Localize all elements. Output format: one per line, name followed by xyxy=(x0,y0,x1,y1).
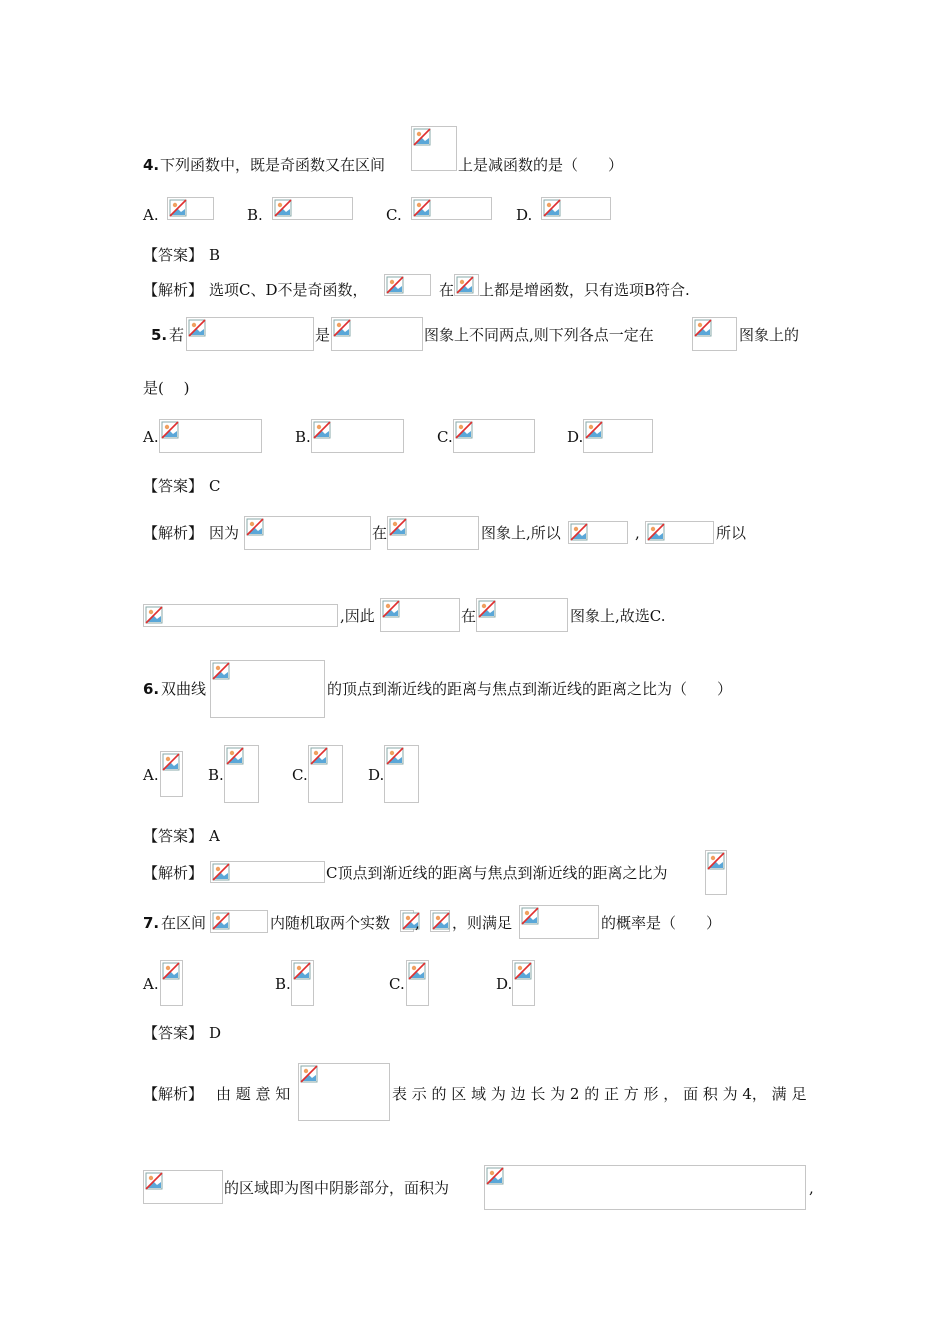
formula-image xyxy=(210,660,325,718)
formula-image xyxy=(210,910,268,933)
broken-image-icon xyxy=(212,912,230,930)
broken-image-icon xyxy=(145,1172,163,1190)
q5-option-d-image xyxy=(583,419,653,453)
q5-option-c-label: C. xyxy=(437,428,453,446)
q6-option-a-image xyxy=(160,751,183,797)
q7-answer-label: 【答案】 xyxy=(143,1024,204,1042)
formula-image xyxy=(692,317,737,351)
q5-answer-value: C xyxy=(209,477,221,495)
broken-image-icon xyxy=(521,907,539,925)
q6-option-b-label: B. xyxy=(208,766,224,784)
broken-image-icon xyxy=(169,199,187,217)
q5-stem-text: 是 xyxy=(315,326,331,344)
broken-image-icon xyxy=(386,747,404,765)
q5-analysis-text: ,因此 xyxy=(340,607,375,625)
q7-option-b-image xyxy=(291,960,314,1006)
q4-analysis-text: 选项C、D不是奇函数， xyxy=(209,281,368,299)
formula-image xyxy=(568,521,628,544)
q4-option-d-label: D. xyxy=(516,206,533,224)
q4-answer-value: B xyxy=(209,246,221,264)
formula-image xyxy=(476,598,568,632)
q5-analysis-text: 因为 xyxy=(209,524,240,542)
broken-image-icon xyxy=(456,276,474,294)
q6-option-a-label: A. xyxy=(143,766,159,784)
broken-image-icon xyxy=(162,753,180,771)
q6-option-c-label: C. xyxy=(292,766,308,784)
q4-number: 4. xyxy=(143,156,160,174)
q4-analysis-text: 上都是增函数，只有选项B符合. xyxy=(479,281,690,299)
q6-stem-text: 的顶点到渐近线的距离与焦点到渐近线的距离之比为（ ） xyxy=(327,680,733,698)
q5-option-d-label: D. xyxy=(567,428,584,446)
q5-stem-text: 若 xyxy=(169,326,185,344)
broken-image-icon xyxy=(413,128,431,146)
formula-image xyxy=(484,1165,806,1210)
q5-analysis-text: , xyxy=(635,524,640,542)
q4-stem-text: 上是减函数的是（ ） xyxy=(458,156,624,174)
q5-option-a-image xyxy=(159,419,262,453)
broken-image-icon xyxy=(226,747,244,765)
q4-option-c-image xyxy=(411,197,492,220)
broken-image-icon xyxy=(514,962,532,980)
broken-image-icon xyxy=(432,912,450,930)
q7-option-c-image xyxy=(406,960,429,1006)
q5-stem-text: 是( ) xyxy=(143,379,190,397)
broken-image-icon xyxy=(413,199,431,217)
broken-image-icon xyxy=(707,852,725,870)
q7-answer-value: D xyxy=(209,1024,222,1042)
q7-option-d-image xyxy=(512,960,535,1006)
formula-image xyxy=(244,516,371,550)
q5-analysis-label: 【解析】 xyxy=(143,524,204,542)
broken-image-icon xyxy=(274,199,292,217)
formula-image xyxy=(411,126,457,171)
q6-analysis-label: 【解析】 xyxy=(143,864,204,882)
q5-analysis-text: 在 xyxy=(372,524,388,542)
broken-image-icon xyxy=(212,662,230,680)
broken-image-icon xyxy=(694,319,712,337)
q4-analysis-text: 在 xyxy=(439,281,455,299)
q5-stem-text: 图象上的 xyxy=(739,326,800,344)
q5-analysis-text: 所以 xyxy=(716,524,747,542)
q6-answer-value: A xyxy=(209,827,220,845)
q7-analysis-text: , xyxy=(809,1179,814,1197)
q5-option-c-image xyxy=(453,419,535,453)
q4-stem-text: 下列函数中，既是奇函数又在区间 xyxy=(160,156,386,174)
q5-number: 5. xyxy=(151,326,168,344)
q4-option-d-image xyxy=(541,197,611,220)
broken-image-icon xyxy=(389,518,407,536)
q7-stem-text: 内随机取两个实数 xyxy=(270,914,391,932)
formula-image xyxy=(387,516,479,550)
formula-image xyxy=(380,598,460,632)
q4-analysis-label: 【解析】 xyxy=(143,281,204,299)
formula-image xyxy=(645,521,714,544)
q4-option-b-label: B. xyxy=(247,206,263,224)
broken-image-icon xyxy=(543,199,561,217)
q5-answer-label: 【答案】 xyxy=(143,477,204,495)
q6-stem-text: 双曲线 xyxy=(161,680,207,698)
formula-image xyxy=(454,274,479,296)
broken-image-icon xyxy=(647,523,665,541)
formula-image xyxy=(186,317,314,351)
formula-image xyxy=(143,604,338,627)
broken-image-icon xyxy=(382,600,400,618)
q7-analysis-text: 表 示 的 区 域 为 边 长 为 2 的 正 方 形 ， 面 积 为 4， 满 足 xyxy=(392,1085,807,1103)
q6-number: 6. xyxy=(143,680,160,698)
broken-image-icon xyxy=(300,1065,318,1083)
q7-analysis-label: 【解析】 xyxy=(143,1085,204,1103)
q7-option-d-label: D. xyxy=(496,975,513,993)
q7-option-a-label: A. xyxy=(143,975,159,993)
broken-image-icon xyxy=(408,962,426,980)
formula-image xyxy=(331,317,423,351)
formula-image xyxy=(400,910,414,932)
q6-option-d-image xyxy=(384,745,419,803)
q4-option-a-image xyxy=(167,197,214,220)
q4-option-c-label: C. xyxy=(386,206,402,224)
q5-analysis-text: 图象上,故选C. xyxy=(570,607,666,625)
q7-option-b-label: B. xyxy=(275,975,291,993)
broken-image-icon xyxy=(585,421,603,439)
broken-image-icon xyxy=(246,518,264,536)
formula-image xyxy=(430,910,450,932)
broken-image-icon xyxy=(486,1167,504,1185)
formula-image xyxy=(210,861,325,883)
q7-number: 7. xyxy=(143,914,160,932)
formula-image xyxy=(705,850,727,895)
q7-option-a-image xyxy=(160,960,183,1006)
broken-image-icon xyxy=(455,421,473,439)
q4-option-a-label: A. xyxy=(143,206,159,224)
q4-option-b-image xyxy=(272,197,353,220)
q5-option-b-label: B. xyxy=(295,428,311,446)
q5-option-b-image xyxy=(311,419,404,453)
broken-image-icon xyxy=(310,747,328,765)
q5-stem-text: 图象上不同两点,则下列各点一定在 xyxy=(424,326,654,344)
q7-stem-text: , xyxy=(415,914,420,932)
q7-stem-text: 在区间 xyxy=(161,914,207,932)
formula-image xyxy=(298,1063,390,1121)
q7-stem-text: ，则满足 xyxy=(452,914,513,932)
broken-image-icon xyxy=(478,600,496,618)
broken-image-icon xyxy=(188,319,206,337)
q5-option-a-label: A. xyxy=(143,428,159,446)
formula-image xyxy=(519,905,599,939)
broken-image-icon xyxy=(293,962,311,980)
formula-image xyxy=(143,1170,223,1204)
q6-option-d-label: D. xyxy=(368,766,385,784)
q7-analysis-text: 的区域即为图中阴影部分，面积为 xyxy=(224,1179,450,1197)
broken-image-icon xyxy=(145,606,163,624)
q7-option-c-label: C. xyxy=(389,975,405,993)
q6-answer-label: 【答案】 xyxy=(143,827,204,845)
broken-image-icon xyxy=(161,421,179,439)
broken-image-icon xyxy=(570,523,588,541)
q6-option-b-image xyxy=(224,745,259,803)
broken-image-icon xyxy=(212,863,230,881)
q5-analysis-text: 图象上,所以 xyxy=(481,524,561,542)
q5-analysis-text: 在 xyxy=(461,607,477,625)
q6-option-c-image xyxy=(308,745,343,803)
broken-image-icon xyxy=(386,276,404,294)
formula-image xyxy=(384,274,431,296)
broken-image-icon xyxy=(162,962,180,980)
broken-image-icon xyxy=(333,319,351,337)
broken-image-icon xyxy=(313,421,331,439)
q7-analysis-text: 由 题 意 知 xyxy=(216,1085,291,1103)
q4-answer-label: 【答案】 xyxy=(143,246,204,264)
q7-stem-text: 的概率是（ ） xyxy=(601,914,722,932)
q6-analysis-text: C顶点到渐近线的距离与焦点到渐近线的距离之比为 xyxy=(326,864,668,882)
